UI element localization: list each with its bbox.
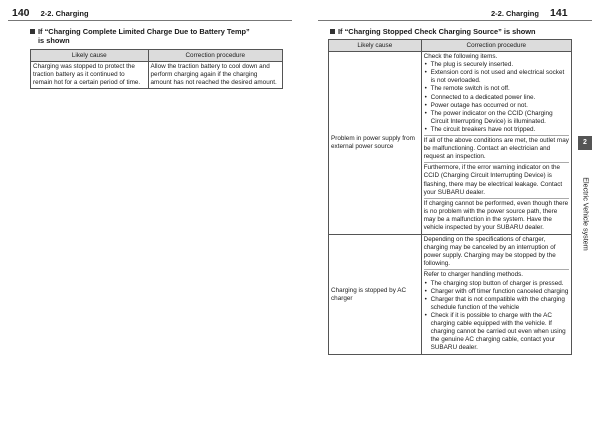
right-header-rule bbox=[318, 20, 592, 21]
list-item: • The power indicator on the CCID (Charging Circuit Interrupting Device) is illuminated. bbox=[424, 110, 569, 126]
cause-cell: Charging was stopped to protect the traction battery as it continued to remain hot for a certain period of time. bbox=[31, 62, 149, 89]
column-header: Correction procedure bbox=[421, 40, 571, 52]
cause-cell: Problem in power supply from external power source bbox=[329, 52, 422, 235]
left-table bbox=[30, 49, 283, 89]
cause-cell: Charging is stopped by AC charger bbox=[329, 235, 422, 355]
right-page-number: 141 bbox=[550, 7, 568, 19]
right-header bbox=[491, 7, 568, 19]
list-item: • The plug is securely inserted. bbox=[424, 61, 569, 69]
table-row bbox=[329, 235, 572, 355]
square-bullet-icon bbox=[30, 29, 35, 34]
column-header: Likely cause bbox=[329, 40, 422, 52]
list-item: • Power outage has occurred or not. bbox=[424, 102, 569, 110]
left-header-rule bbox=[8, 20, 292, 21]
chapter-label: Electric Vehicle system bbox=[581, 177, 591, 251]
procedure-cell bbox=[421, 235, 571, 355]
right-section-heading: If “Charging Stopped Check Charging Source” is shown bbox=[330, 27, 536, 36]
column-header: Correction procedure bbox=[148, 50, 282, 62]
table-row bbox=[329, 52, 572, 235]
right-section-name: 2-2. Charging bbox=[491, 9, 539, 18]
table-header-row bbox=[329, 40, 572, 52]
procedure-paragraph: Furthermore, if the error warning indicator on the CCID (Charging Circuit Interrupting Device) is flashing, there may be electrical leakage. Contact your SUBARU dealer. bbox=[424, 164, 569, 198]
left-page-number: 140 bbox=[12, 7, 30, 19]
procedure-intro: Refer to charger handling methods. bbox=[423, 271, 524, 279]
list-item: • Extension cord is not used and electrical socket is not overloaded. bbox=[424, 69, 569, 85]
list-item: • Connected to a dedicated power line. bbox=[424, 94, 569, 102]
table-header-row bbox=[31, 50, 283, 62]
procedure-intro: Check the following items. bbox=[423, 53, 498, 61]
list-item: • Check if it is possible to charge with the AC charging cable equipped with the vehicle. If charging cannot be carried out even when using the genuine AC charging cable, contact your SUBARU dealer. bbox=[424, 312, 569, 352]
chapter-tab: 2 bbox=[578, 136, 592, 150]
left-header bbox=[12, 7, 89, 19]
list-item: • Charger with off timer function canceled charging bbox=[424, 288, 569, 296]
square-bullet-icon bbox=[330, 29, 335, 34]
check-list bbox=[424, 280, 569, 353]
procedure-paragraph: If all of the above conditions are met, the outlet may be malfunctioning. Contact an electrician and request an inspection. bbox=[424, 137, 569, 163]
column-header: Likely cause bbox=[31, 50, 149, 62]
list-item: • Charger that is not compatible with the charging schedule function of the vehicle bbox=[424, 296, 569, 312]
left-section-heading: If “Charging Complete Limited Charge Due to Battery Temp” is shown bbox=[30, 27, 250, 45]
list-item: • The remote switch is not off. bbox=[424, 85, 569, 93]
procedure-cell: Allow the traction battery to cool down and perform charging again if the charging amount has not reached the desired amount. bbox=[148, 62, 282, 89]
list-item: • The charging stop button of charger is pressed. bbox=[424, 280, 569, 288]
procedure-cell bbox=[421, 52, 571, 235]
check-list bbox=[424, 61, 569, 134]
procedure-paragraph: If charging cannot be performed, even though there is no problem with the power source path, there may be a malfunction in the system. Have the vehicle inspected by your SUBARU dealer. bbox=[423, 199, 569, 231]
list-item: • The circuit breakers have not tripped. bbox=[424, 126, 569, 134]
left-section-name: 2-2. Charging bbox=[40, 9, 89, 18]
right-table bbox=[328, 39, 572, 355]
table-row bbox=[31, 62, 283, 89]
procedure-paragraph: Depending on the specifications of charger, charging may be canceled by an interruption of power supply. Charging may be stopped by the following. bbox=[424, 236, 569, 270]
